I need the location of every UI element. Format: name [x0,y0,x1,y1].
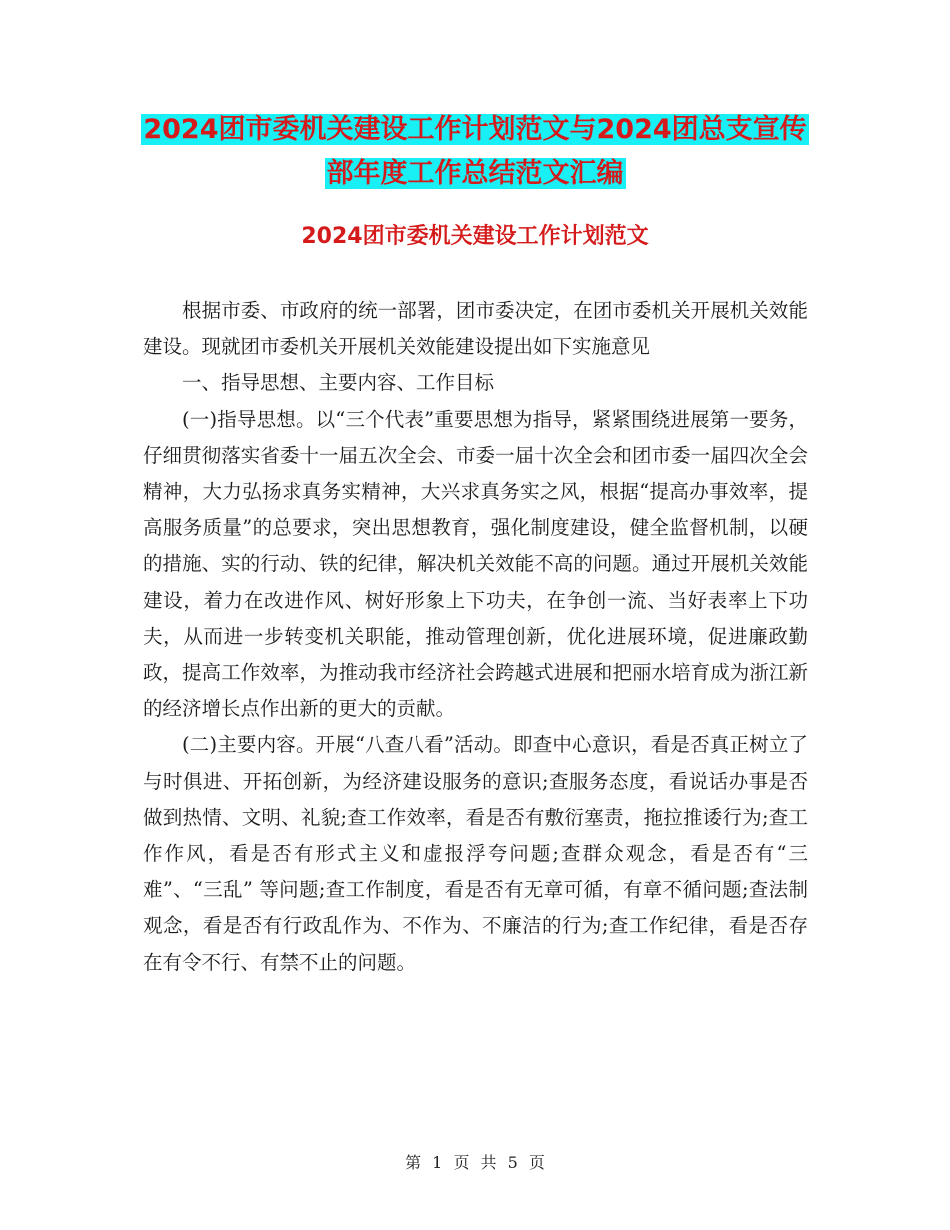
paragraph-main-content: (二)主要内容。开展“八查八看”活动。即查中心意识，看是否真正树立了与时俱进、开拓创新，为经济建设服务的意识;查服务态度，看说话办事是否做到热情、文明、礼貌;查工作效率，看是否有敷衍塞责，拖拉推诿行为;查工作作风，看是否有形式主义和虚报浮夸问题;查群众观念，看是否有“三难”、“三乱” 等问题;查工作制度，看是否有无章可循，有章不循问题;查法制观念，看是否有行政乱作为、不作为、不廉洁的行为;查工作纪律，看是否存在有令不行、有禁不止的问题。 [143,733,808,974]
section-title: 2024团市委机关建设工作计划范文 [301,224,649,249]
document-body [143,293,808,981]
document-title-line-2: 部年度工作总结范文汇编 [326,158,624,189]
page-number: 第 1 页 共 5 页 [405,1153,545,1172]
paragraph-guiding-thought: (一)指导思想。以“三个代表”重要思想为指导，紧紧围绕进展第一要务，仔细贯彻落实省委十一届五次全会、市委一届十次全会和团市委一届四次全会精神，大力弘扬求真务实精神，大兴求真务实之风，根据“提高办事效率，提高服务质量”的总要求，突出思想教育，强化制度建设，健全监督机制，以硬的措施、实的行动、铁的纪律，解决机关效能不高的问题。通过开展机关效能建设，着力在改进作风、树好形象上下功夫，在争创一流、当好表率上下功夫，从而进一步转变机关职能，推动管理创新，优化进展环境，促进廉政勤政，提高工作效率，为推动我市经济社会跨越式进展和把丽水培育成为浙江新的经济增长点作出新的更大的贡献。 [143,407,808,721]
paragraph-heading-1: 一、指导思想、主要内容、工作目标 [182,371,495,395]
paragraph-intro: 根据市委、市政府的统一部署，团市委决定，在团市委机关开展机关效能建设。现就团市委机关开展机关效能建设提出如下实施意见 [143,299,808,359]
document-title-line-1: 2024团市委机关建设工作计划范文与2024团总支宣传 [143,114,807,145]
